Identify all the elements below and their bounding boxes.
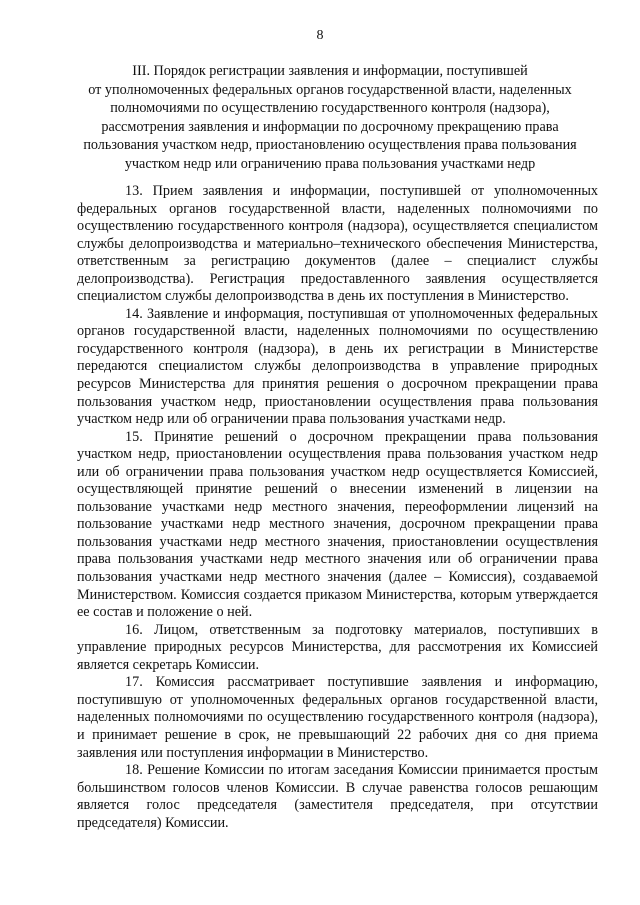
page-number: 8 [316, 28, 324, 43]
paragraph-15: 15. Принятие решений о досрочном прекращении права пользования участком недр, приостановлении осуществления права пользования участком недр или об ограничении права пользования участком недр осуществляется Комиссией, осуществляющей принятие решений о внесении изменений в лицензии на пользование участками недр местного значения, переоформлении лицензий на пользование участками недр местного значения, досрочном прекращении права пользования участками недр местного значения, приостановлении осуществления права пользования участками недр местного значения или об ограничении права пользования участками недр местного значения (далее – Комиссия), создаваемой Министерством. Комиссия создается приказом Министерства, которым утверждается ее состав и положение о ней. [77, 428, 598, 621]
paragraph-17: 17. Комиссия рассматривает поступившие заявления и информацию, поступившую от уполномоченных федеральных органов государственной власти, наделенных полномочиями по осуществлению государственного контроля (надзора), и принимает решение в срок, не превышающий 22 рабочих дня со дня приема заявления или поступления информации в Министерство. [77, 674, 598, 761]
section-heading-line: III. Порядок регистрации заявления и информации, поступившей [132, 63, 528, 79]
paragraph-16: 16. Лицом, ответственным за подготовку материалов, поступивших в управление природных ресурсов Министерства, для рассмотрения их Комиссией является секретарь Комиссии. [77, 621, 598, 673]
section-heading [60, 62, 600, 174]
paragraph-14: 14. Заявление и информация, поступившая от уполномоченных федеральных органов государственной власти, наделенных полномочиями по осуществлению государственного контроля (надзора), в день их регистрации в Министерстве передаются специалистом службы делопроизводства в управление природных ресурсов Министерства для принятия решения о досрочном прекращении права пользования участком недр, приостановлении осуществления права пользования участком недр или об ограничении права пользования участками недр. [77, 305, 598, 428]
section-heading-line: участком недр или ограничению права пользования участками недр [124, 155, 536, 172]
paragraph-13: 13. Прием заявления и информации, поступившей от уполномоченных федеральных органов государственной власти, наделенных полномочиями по осуществлению государственного контроля (надзора), осуществляется специалистом службы делопроизводства и материально–технического обеспечения Министерства, ответственным за регистрацию документов (далее – специалист службы делопроизводства). Регистрация предоставленного заявления осуществляется специалистом службы делопроизводства в день их поступления в Министерство. [77, 183, 598, 305]
section-heading-line: полномочиями по осуществлению государственного контроля (надзора), [110, 100, 550, 117]
document-body [77, 183, 598, 832]
paragraph-18: 18. Решение Комиссии по итогам заседания Комиссии принимается простым большинством голосов членов Комиссии. В случае равенства голосов решающим является голос председателя (заместителя председателя, при отсутствии председателя) Комиссии. [77, 762, 598, 831]
section-heading-line: рассмотрения заявления и информации по досрочному прекращению права [101, 118, 559, 135]
section-heading-line: от уполномоченных федеральных органов государственной власти, наделенных [88, 81, 572, 98]
section-heading-line: пользования участком недр, приостановлению осуществления права пользования [83, 137, 577, 154]
